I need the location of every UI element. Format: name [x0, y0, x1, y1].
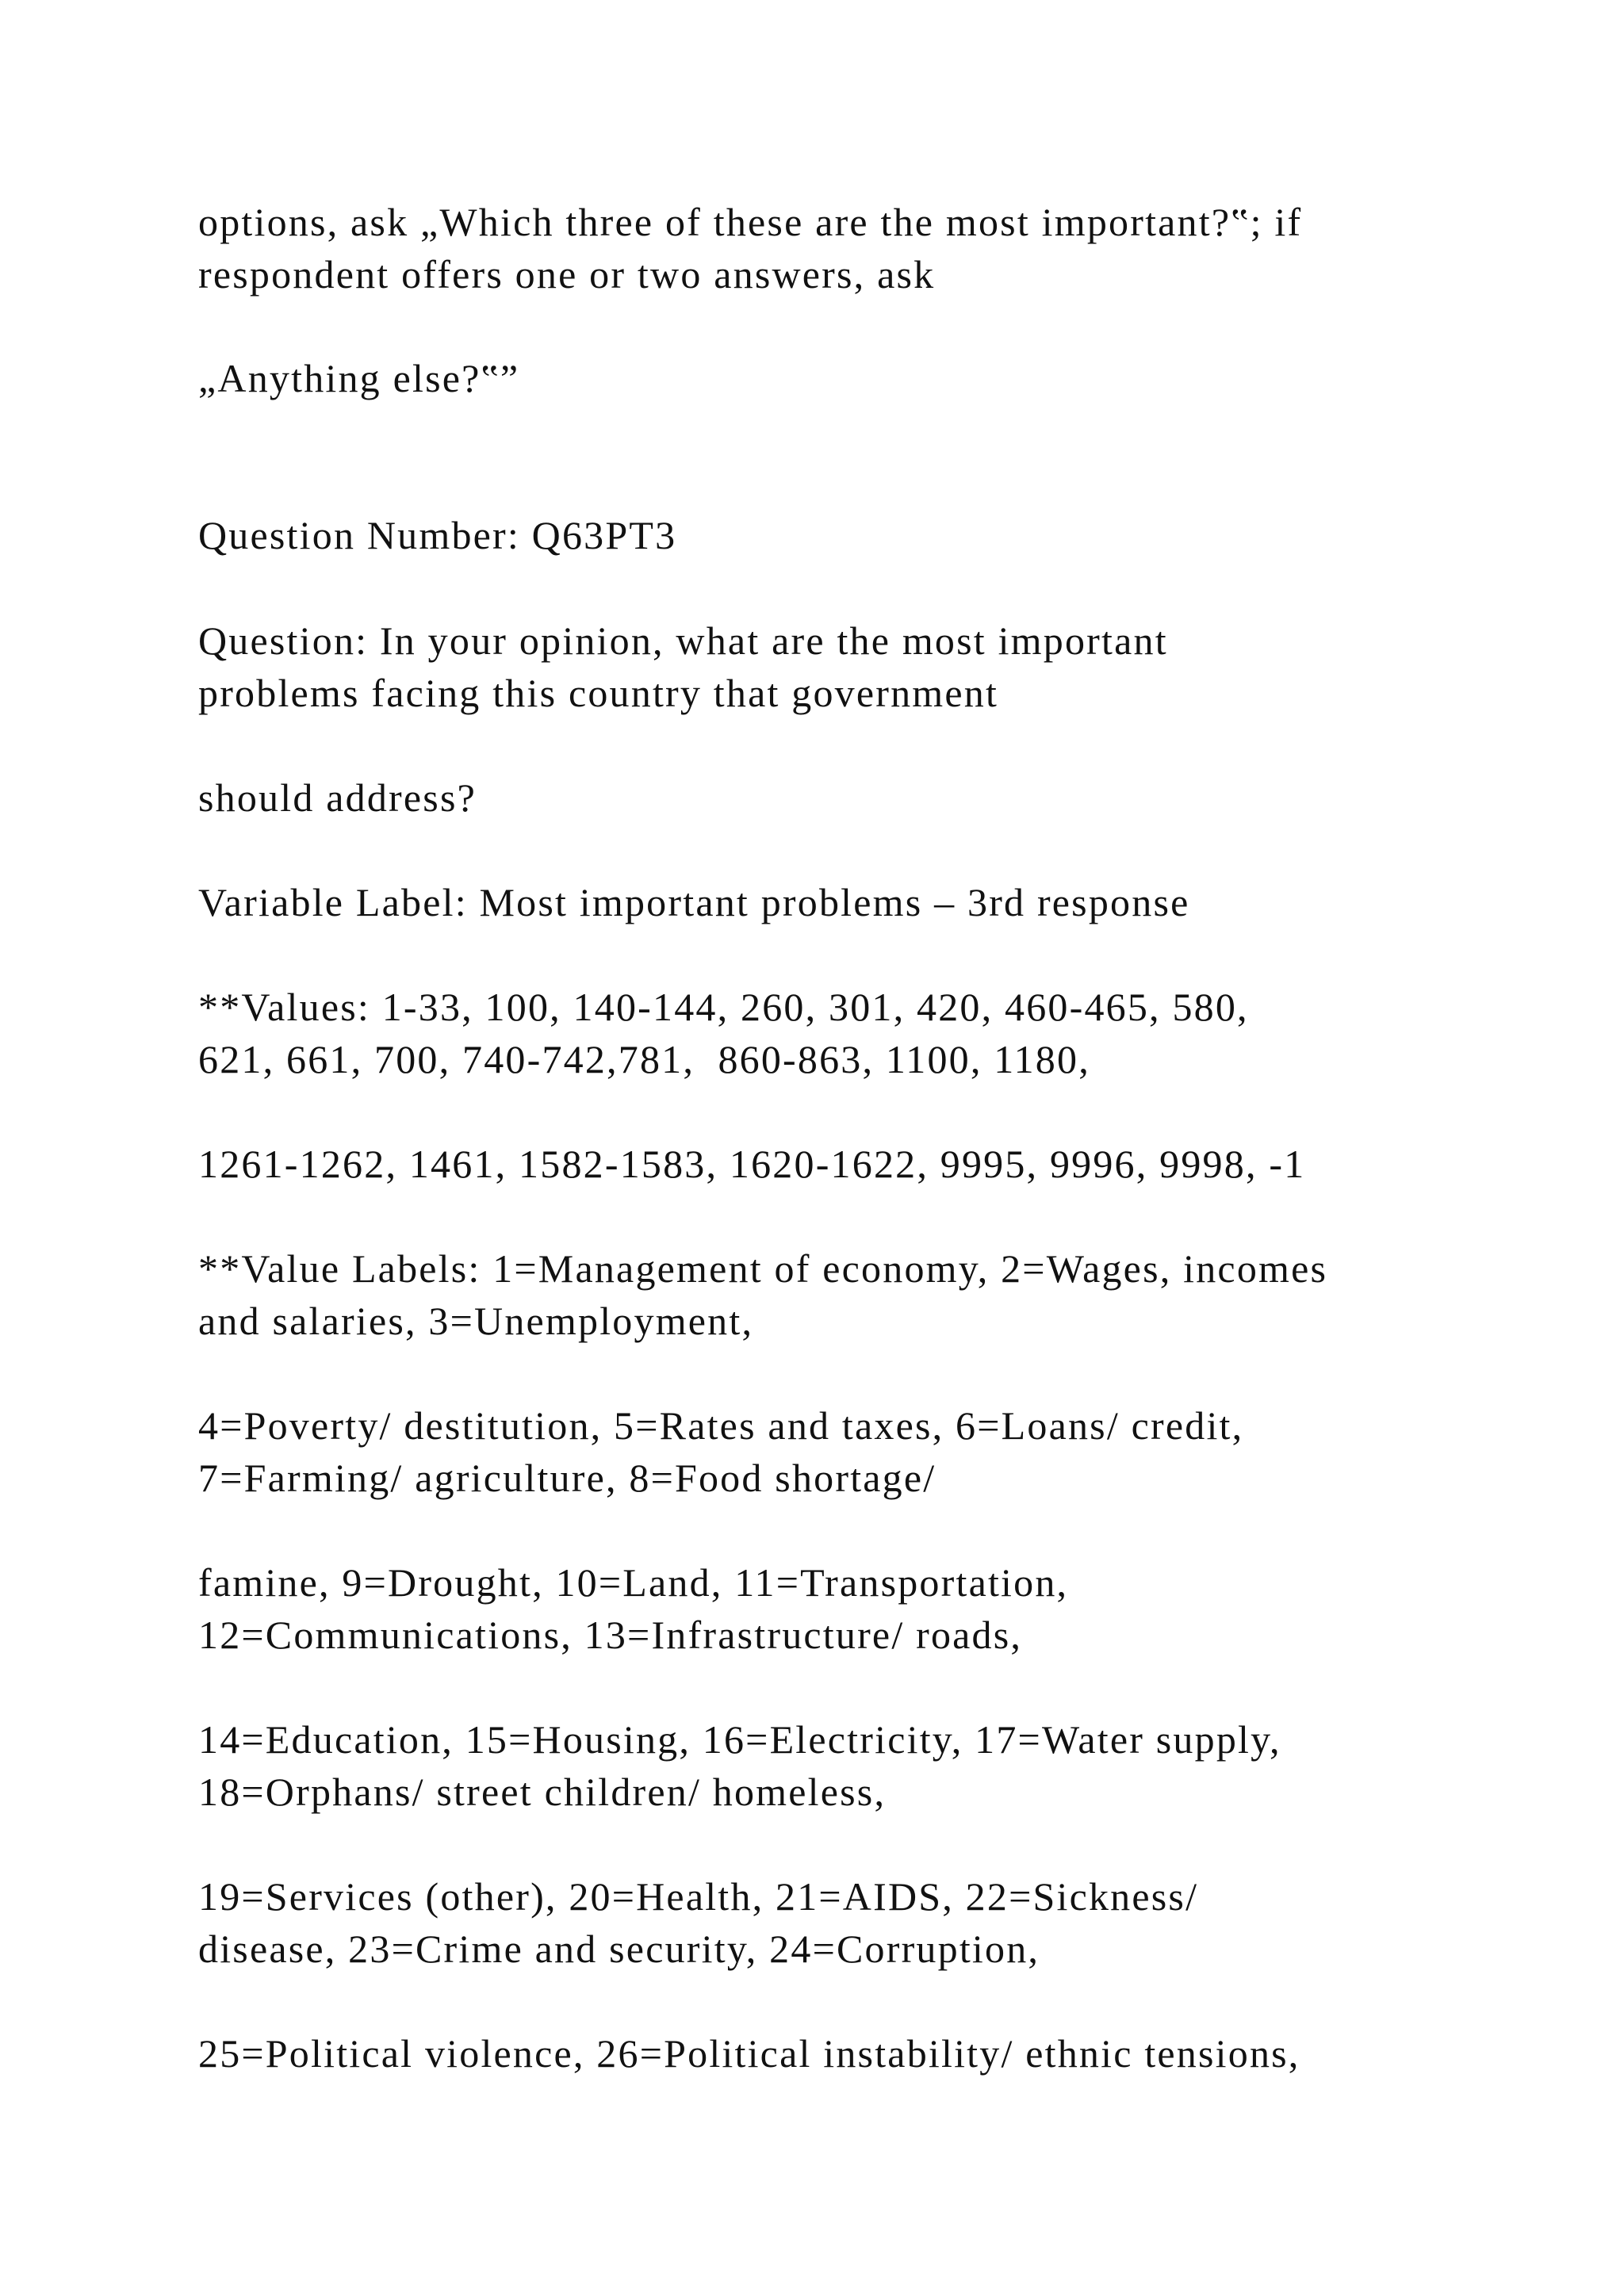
text-line: famine, 9=Drought, 10=Land, 11=Transportation,	[198, 1560, 1069, 1605]
text-line: 18=Orphans/ street children/ homeless,	[198, 1770, 887, 1814]
text-line: 7=Farming/ agriculture, 8=Food shortage/	[198, 1456, 936, 1500]
text-line: „Anything else?‟”	[198, 356, 520, 400]
text-line: 19=Services (other), 20=Health, 21=AIDS, 22=Sickness/	[198, 1874, 1199, 1919]
text-line: Variable Label: Most important problems – 3rd response	[198, 880, 1190, 924]
text-line: 4=Poverty/ destitution, 5=Rates and taxes, 6=Loans/ credit,	[198, 1403, 1244, 1448]
text-line: 12=Communications, 13=Infrastructure/ roads,	[198, 1613, 1023, 1657]
text-line: respondent offers one or two answers, ask	[198, 252, 936, 297]
text-line: problems facing this country that government	[198, 671, 999, 715]
text-line: 621, 661, 700, 740-742,781, 860-863, 1100, 1180,	[198, 1037, 1090, 1081]
text-line: **Values: 1-33, 100, 140-144, 260, 301, 420, 460-465, 580,	[198, 985, 1249, 1029]
text-line: 1261-1262, 1461, 1582-1583, 1620-1622, 9995, 9996, 9998, -1	[198, 1142, 1306, 1186]
text-line: disease, 23=Crime and security, 24=Corruption,	[198, 1927, 1040, 1971]
text-line: 14=Education, 15=Housing, 16=Electricity, 17=Water supply,	[198, 1717, 1281, 1762]
text-line: Question: In your opinion, what are the most important	[198, 618, 1168, 663]
text-line: 25=Political violence, 26=Political instability/ ethnic tensions,	[198, 2031, 1300, 2076]
text-line: and salaries, 3=Unemployment,	[198, 1299, 754, 1343]
text-line: **Value Labels: 1=Management of economy, 2=Wages, incomes	[198, 1246, 1328, 1291]
text-line: Question Number: Q63PT3	[198, 513, 677, 557]
text-line: should address?	[198, 775, 477, 820]
text-line: options, ask „Which three of these are the most important?‟; if	[198, 200, 1303, 244]
